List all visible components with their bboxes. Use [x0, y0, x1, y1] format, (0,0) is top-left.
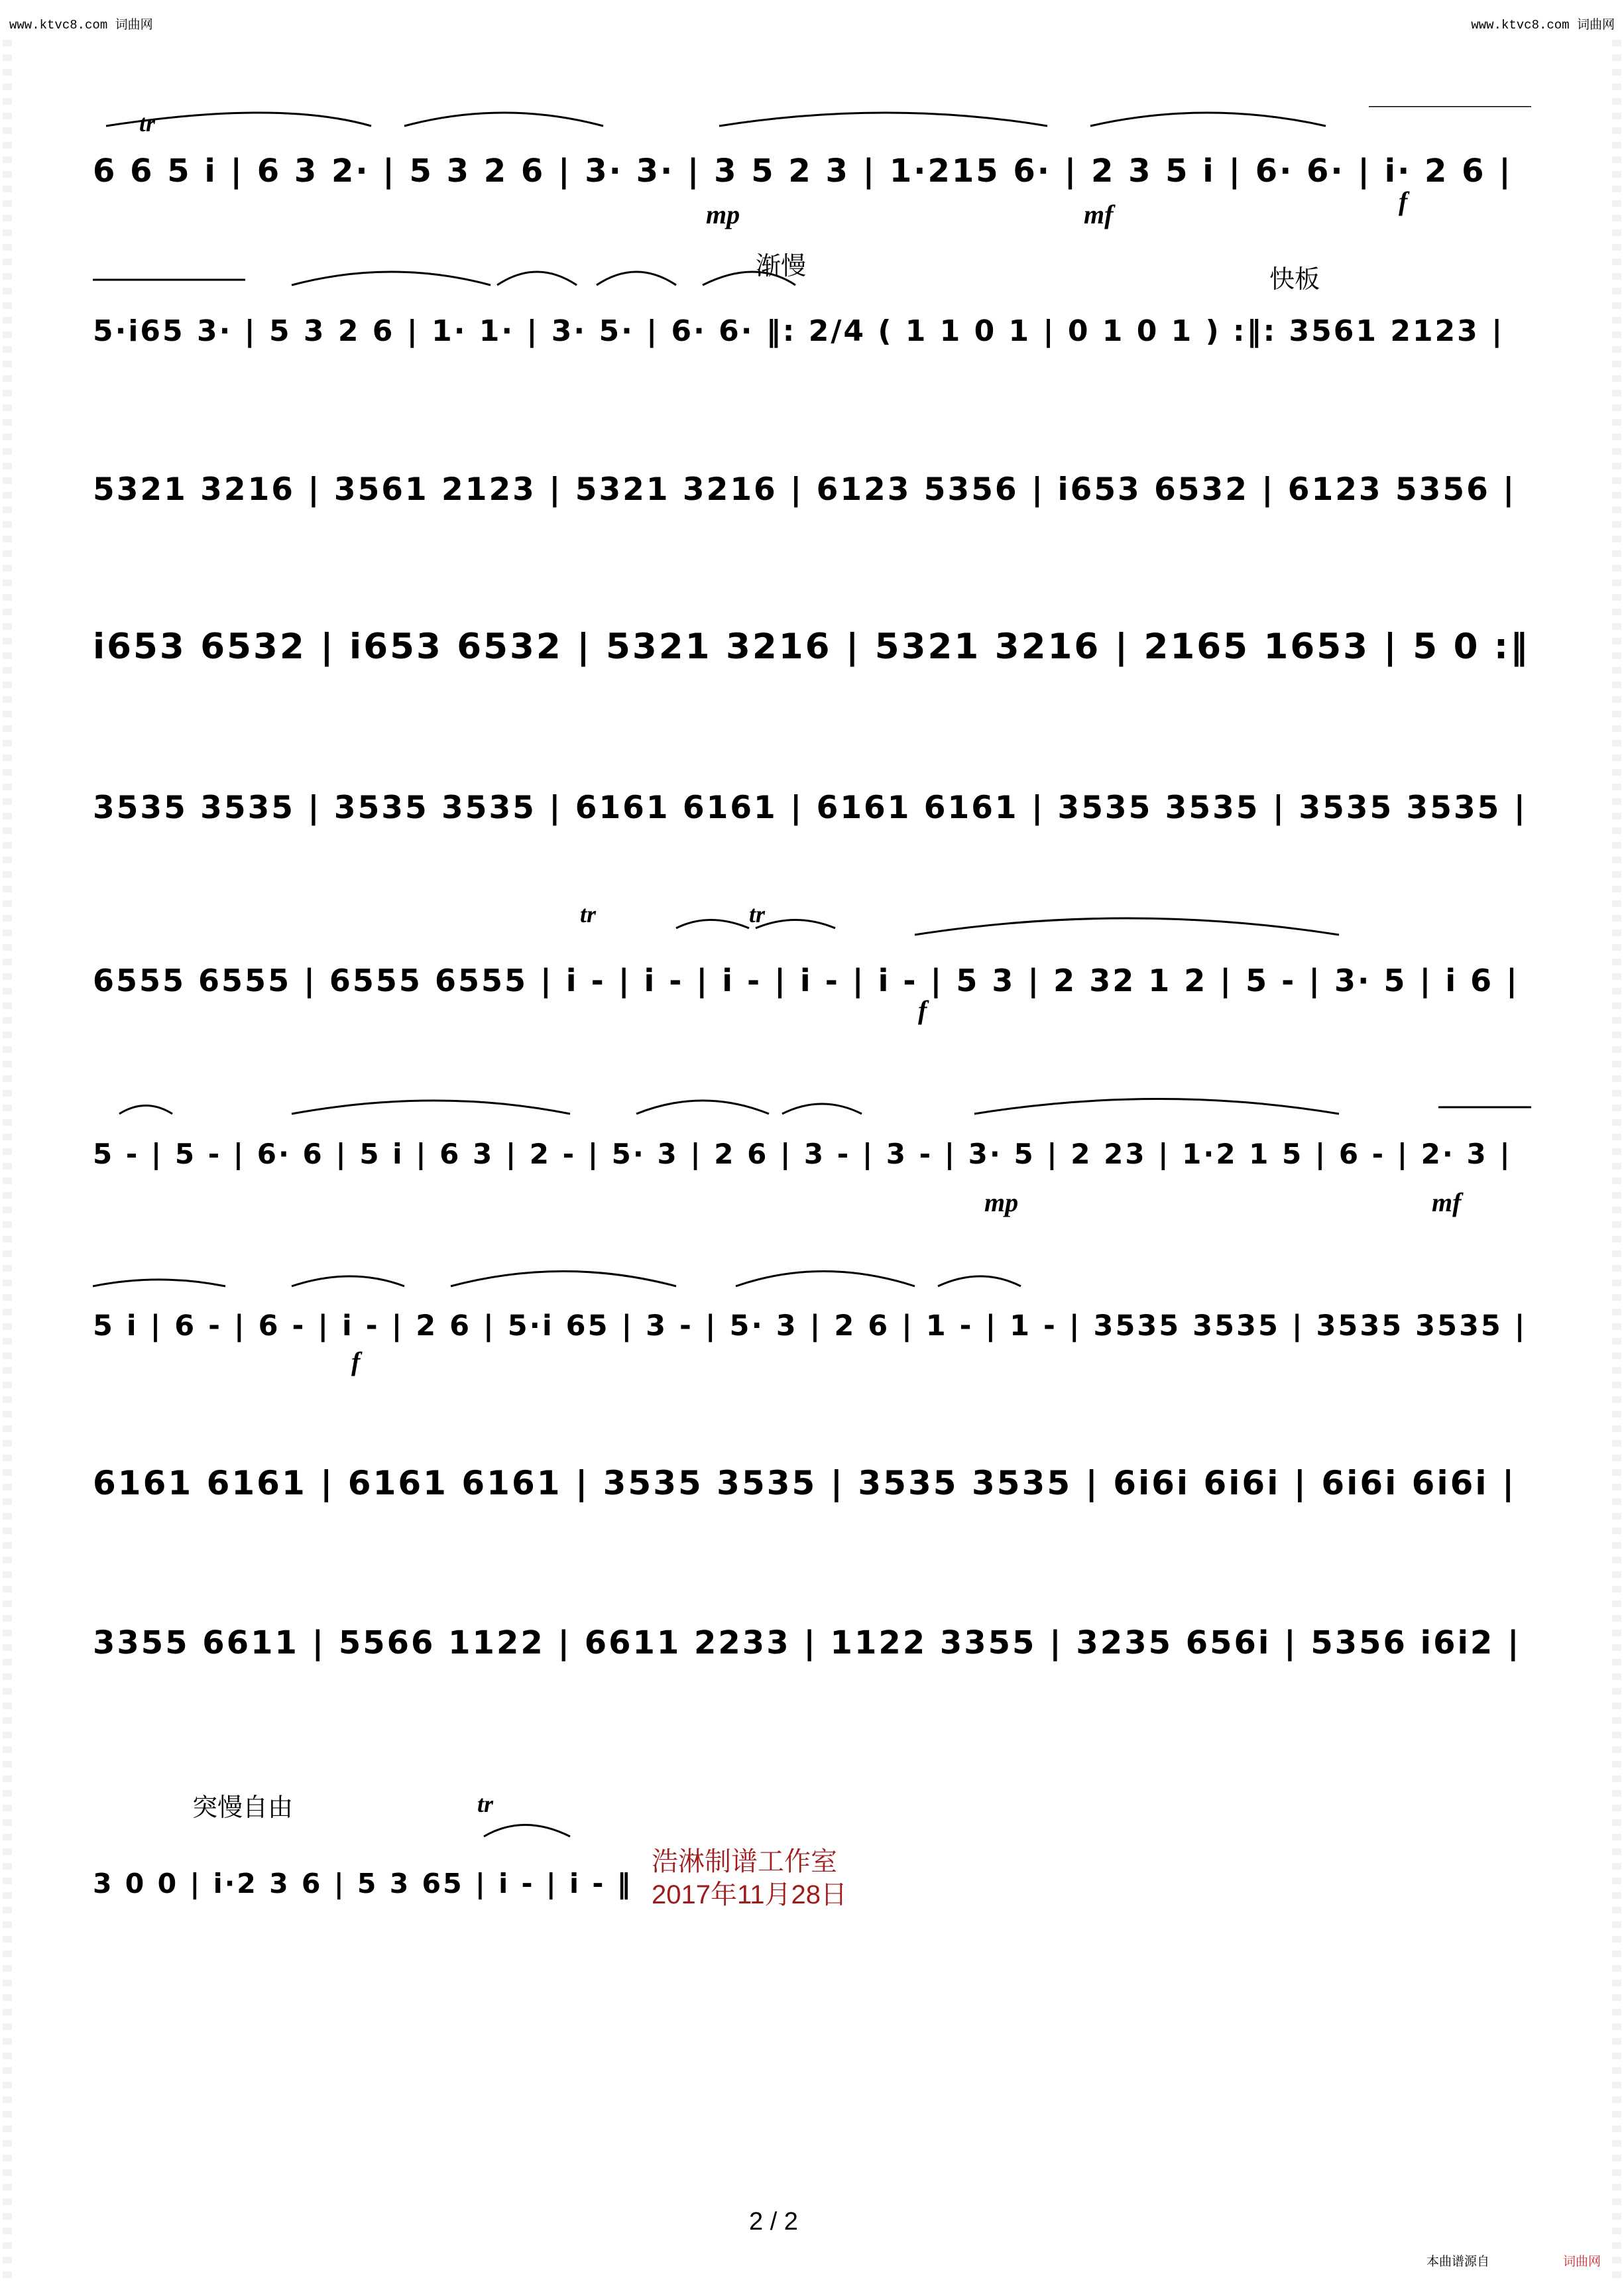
staff-notes-1: 6 6 5 i | 6 3 2· | 5 3 2 6 | 3· 3· | 3 5 2 3 | 1·215 6· | 2 3 5 i | 6· 6· | i· 2 6 |: [93, 152, 1513, 190]
watermark-strip-right: [1612, 40, 1621, 2281]
staff-notes-10: 3355 6611 | 5566 1122 | 6611 2233 | 1122 3355 | 3235 656i | 5356 i6i2 |: [93, 1624, 1521, 1661]
tempo-sudden-slow-free: 突慢自由: [192, 1794, 294, 1822]
score-staff-10: [93, 1578, 1531, 1671]
score-staff-2: [93, 253, 1531, 358]
staff-notes-5: 3535 3535 | 3535 3535 | 6161 6161 | 6161 6161 | 3535 3535 | 3535 3535 |: [93, 790, 1527, 826]
score-staff-6: [93, 901, 1531, 1025]
staff-notes-6: 6555 6555 | 6555 6555 | i - | i - | i - | i - | i - | 5 3 | 2 32 1 2 | 5 - | 3· 5 | i 6 |: [93, 963, 1519, 998]
score-staff-3: [93, 424, 1531, 517]
studio-date: 2017年11月28日: [652, 1880, 847, 1909]
tempo-slower: 渐慢: [756, 253, 807, 280]
score-staff-8: [93, 1260, 1531, 1376]
page-number: 2 / 2: [749, 2208, 798, 2236]
staff-notes-11: 3 0 0 | i·2 3 6 | 5 3 65 | i - | i - ‖: [93, 1868, 633, 1899]
dynamic-mp: mp: [984, 1187, 1019, 1217]
staff-notes-7: 5 - | 5 - | 6· 6 | 5 i | 6 3 | 2 - | 5· 3 | 2 6 | 3 - | 3 - | 3· 5 | 2 23 | 1·2 1 5 | 6 - | 2· 3 |: [93, 1138, 1512, 1170]
score-staff-1: [93, 106, 1531, 229]
trill-mark: tr: [749, 901, 766, 928]
staff-notes-8: 5 i | 6 - | 6 - | i - | 2 6 | 5·i 65 | 3 - | 5· 3 | 2 6 | 1 - | 1 - | 3535 3535 | 3535 3535 |: [93, 1309, 1527, 1343]
tempo-fast: 快板: [1269, 266, 1320, 294]
studio-name: 浩淋制谱工作室: [652, 1847, 837, 1876]
score-staff-4: [93, 583, 1531, 676]
header-site-right: www.ktvc8.com 词曲网: [1471, 18, 1615, 32]
dynamic-mp: mp: [706, 200, 740, 229]
score-staff-9: [93, 1419, 1531, 1512]
staff-notes-2: 5·i65 3· | 5 3 2 6 | 1· 1· | 3· 5· | 6· 6· ‖: 2/4 ( 1 1 0 1 | 0 1 0 1 ) :‖: 3561 2123 |: [93, 314, 1505, 348]
dynamic-mf: mf: [1432, 1187, 1462, 1217]
header-site-left: www.ktvc8.com 词曲网: [9, 18, 153, 32]
staff-notes-4: i653 6532 | i653 6532 | 5321 3216 | 5321 3216 | 2165 1653 | 5 0 :‖: [93, 627, 1530, 667]
dynamic-f: f: [1399, 186, 1408, 216]
staff-notes-3: 5321 3216 | 3561 2123 | 5321 3216 | 6123 5356 | i653 6532 | 6123 5356 |: [93, 471, 1517, 508]
studio-credit: [652, 1845, 847, 1911]
watermark-strip-left: [3, 40, 12, 2281]
footer-source-label: 本曲谱源自: [1426, 2255, 1490, 2269]
dynamic-mf: mf: [1084, 200, 1114, 229]
dynamic-f: f: [918, 995, 927, 1025]
dynamic-f: f: [351, 1347, 361, 1376]
trill-mark: tr: [139, 110, 156, 137]
score-staff-5: [93, 743, 1531, 835]
trill-mark: tr: [477, 1791, 494, 1817]
staff-notes-9: 6161 6161 | 6161 6161 | 3535 3535 | 3535 3535 | 6i6i 6i6i | 6i6i 6i6i |: [93, 1464, 1517, 1502]
score-staff-7: [93, 1087, 1531, 1217]
score-staff-11: [93, 1791, 636, 1909]
trill-mark: tr: [580, 901, 597, 928]
footer-site-logo: 词曲网: [1563, 2255, 1601, 2269]
